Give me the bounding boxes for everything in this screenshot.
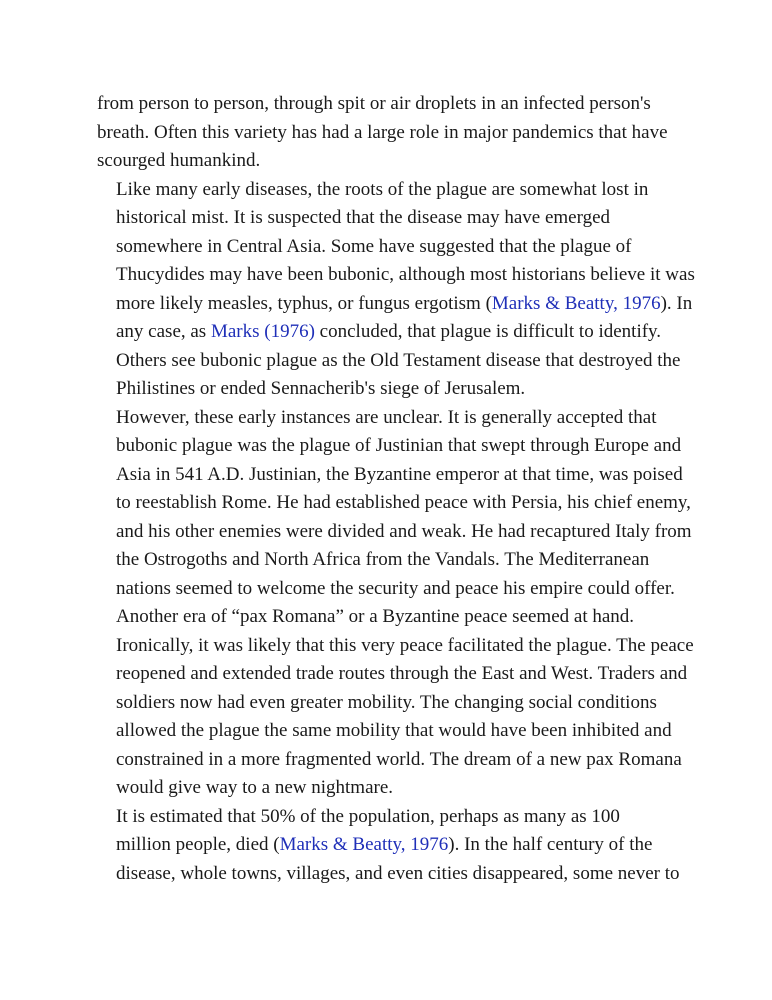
citation-link[interactable]: Marks (1976) bbox=[210, 321, 315, 342]
text-line bbox=[97, 347, 687, 376]
text-line bbox=[97, 746, 687, 775]
text-line bbox=[97, 261, 695, 290]
text-run: somewhere in Central Asia. Some have suggested that the plague of bbox=[116, 235, 632, 257]
text-line bbox=[97, 546, 687, 575]
document-page bbox=[97, 90, 695, 888]
text-line bbox=[97, 660, 687, 689]
citation-link[interactable]: Marks & Beatty, 1976 bbox=[491, 292, 661, 314]
text-run: Thucydides may have been bubonic, although most historians believe it was bbox=[116, 264, 695, 285]
text-line bbox=[97, 176, 687, 205]
text-line bbox=[97, 632, 694, 661]
text-run: from person to person, through spit or air droplets in an infected person's bbox=[97, 93, 651, 114]
text-run: soldiers now had even greater mobility. The changing social conditions bbox=[116, 691, 657, 713]
text-run: Like many early diseases, the roots of the plague are somewhat lost in bbox=[116, 178, 649, 200]
paragraph bbox=[97, 176, 695, 404]
text-run: ). In the half century of the bbox=[448, 834, 653, 855]
text-line bbox=[97, 603, 687, 632]
text-line bbox=[97, 375, 687, 404]
text-run: Asia in 541 A.D. Justinian, the Byzantine emperor at that time, was poised bbox=[116, 463, 683, 485]
text-line bbox=[97, 461, 687, 490]
text-line bbox=[97, 432, 687, 461]
text-run: the Ostrogoths and North Africa from the Vandals. The Mediterranean bbox=[116, 549, 650, 570]
text-line bbox=[97, 204, 687, 233]
text-line bbox=[97, 90, 687, 119]
text-run: constrained in a more fragmented world. The dream of a new pax Romana bbox=[116, 748, 682, 770]
text-run: Others see bubonic plague as the Old Testament disease that destroyed the bbox=[116, 349, 681, 371]
text-run: However, these early instances are unclear. It is generally accepted that bbox=[116, 406, 657, 428]
text-line bbox=[97, 404, 687, 433]
citation-link[interactable]: Marks & Beatty, 1976 bbox=[279, 834, 449, 855]
text-run: historical mist. It is suspected that the disease may have emerged bbox=[116, 207, 611, 228]
text-line bbox=[97, 774, 687, 803]
paragraph bbox=[97, 90, 687, 176]
paragraph bbox=[97, 404, 694, 803]
text-line bbox=[97, 717, 687, 746]
text-run: to reestablish Rome. He had established peace with Persia, his chief enemy, bbox=[116, 492, 691, 513]
text-run: disease, whole towns, villages, and even cities disappeared, some never to bbox=[116, 862, 680, 884]
text-run: scourged humankind. bbox=[97, 150, 261, 171]
text-run: any case, as bbox=[116, 321, 211, 342]
text-line bbox=[97, 318, 687, 347]
text-run: Philistines or ended Sennacherib's siege of Jerusalem. bbox=[116, 378, 526, 399]
text-line bbox=[97, 803, 687, 832]
text-run: more likely measles, typhus, or fungus ergotism ( bbox=[116, 292, 492, 314]
text-run: would give way to a new nightmare. bbox=[116, 777, 394, 798]
text-run: nations seemed to welcome the security and peace his empire could offer. bbox=[116, 577, 675, 599]
text-run: reopened and extended trade routes through the East and West. Traders and bbox=[116, 663, 688, 684]
text-line bbox=[97, 689, 687, 718]
text-line bbox=[97, 489, 691, 518]
text-run: concluded, that plague is difficult to identify. bbox=[314, 321, 662, 342]
text-line bbox=[97, 860, 687, 889]
text-line bbox=[97, 290, 693, 319]
text-run: and his other enemies were divided and weak. He had recaptured Italy from bbox=[116, 520, 692, 542]
paragraph bbox=[97, 803, 687, 889]
text-run: Another era of “pax Romana” or a Byzantine peace seemed at hand. bbox=[116, 606, 635, 627]
text-run: million people, died ( bbox=[116, 834, 280, 855]
text-run: It is estimated that 50% of the population, perhaps as many as 100 bbox=[116, 805, 620, 827]
text-run: allowed the plague the same mobility that would have been inhibited and bbox=[116, 720, 672, 741]
text-run: ). In bbox=[660, 292, 693, 314]
text-line bbox=[97, 831, 687, 860]
text-line bbox=[97, 233, 687, 262]
text-line bbox=[97, 518, 692, 547]
text-line bbox=[97, 575, 687, 604]
text-line bbox=[97, 119, 687, 148]
text-run: bubonic plague was the plague of Justinian that swept through Europe and bbox=[116, 435, 682, 456]
text-line bbox=[97, 147, 687, 176]
text-run: Ironically, it was likely that this very peace facilitated the plague. The peace bbox=[116, 634, 694, 656]
text-run: breath. Often this variety has had a large role in major pandemics that have bbox=[97, 121, 668, 143]
